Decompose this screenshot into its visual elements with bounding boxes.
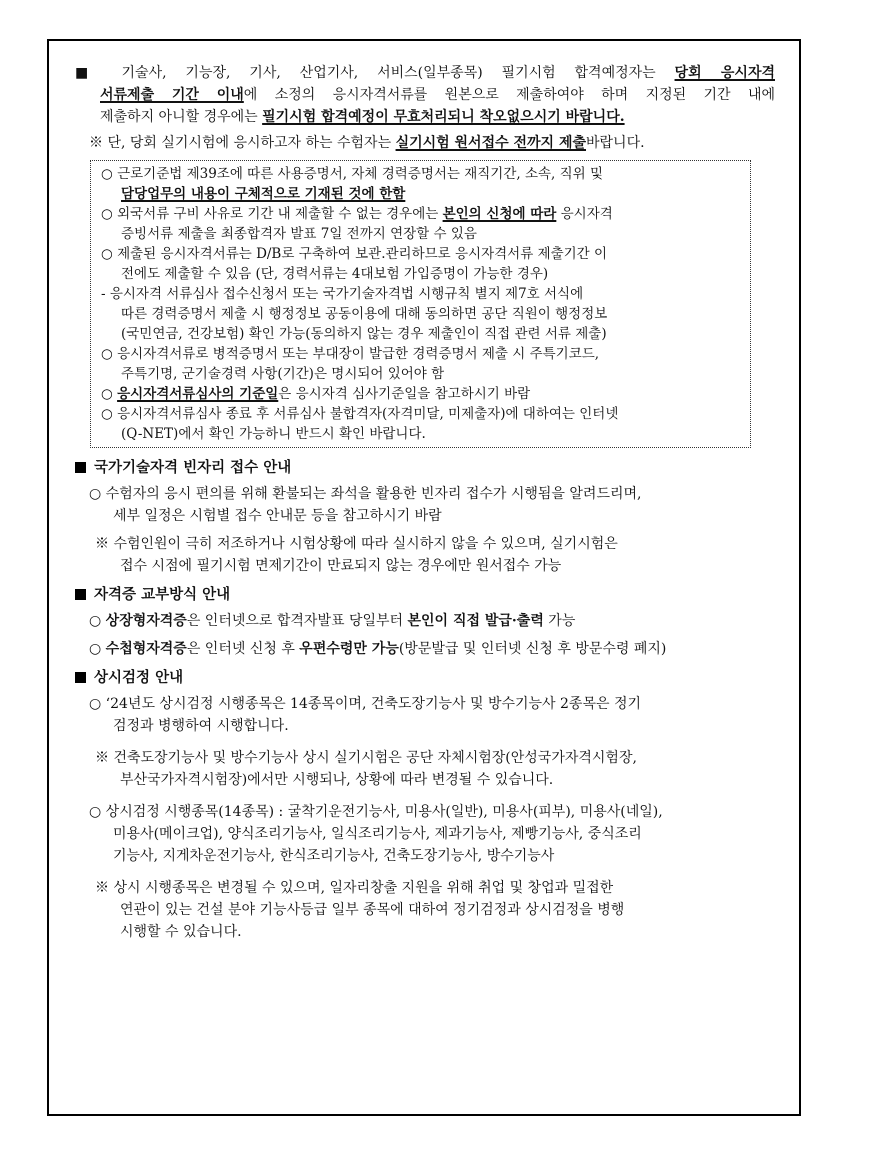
- vacancy-note-1-cont: 접수 시점에 필기시험 면제기간이 만료되지 않는 경우에만 원서접수 가능: [120, 558, 562, 574]
- box-item-4-cont-1: 따른 경력증명서 제출 시 행정정보 공동이용에 대해 동의하면 공단 직원이 행정정보: [121, 306, 608, 322]
- box-item-3-cont: 전에도 제출할 수 있음 (단, 경력서류는 4대보험 가입증명이 가능한 경우): [121, 266, 549, 282]
- certificate-item-2: ○ 수첩형자격증은 인터넷 신청 후 우편수령만 가능(방문발급 및 인터넷 신청 후 방문수령 폐지): [89, 641, 667, 657]
- box-item-1: ○ 근로기준법 제39조에 따른 사용증명서, 자체 경력증명서는 재직기간, 소속, 직위 및: [101, 166, 604, 182]
- regular-test-item-1-cont: 검정과 병행하여 시행합니다.: [113, 718, 289, 734]
- regular-test-item-2-cont-1: 미용사(메이크업), 양식조리기능사, 일식조리기능사, 제과기능사, 제빵기능사, 중식조리: [113, 826, 642, 842]
- document-body: [75, 62, 775, 943]
- box-item-5: ○ 응시자격서류로 병적증명서 또는 부대장이 발급한 경력증명서 제출 시 주특기코드,: [101, 346, 600, 362]
- square-bullet-icon: [75, 672, 86, 683]
- box-item-2-cont: 증빙서류 제출을 최종합격자 발표 7일 전까지 연장할 수 있음: [121, 226, 477, 242]
- regular-test-item-2: ○ 상시검정 시행종목(14종목) : 굴착기운전기능사, 미용사(일반), 미용사(피부), 미용사(네일),: [89, 804, 663, 820]
- box-item-3: ○ 제출된 응시자격서류는 D/B로 구축하여 보관.관리하므로 응시자격서류 제출기간 이: [101, 246, 608, 262]
- box-item-6: ○ 응시자격서류심사의 기준일은 응시자격 심사기준일을 참고하시기 바람: [101, 386, 531, 402]
- regular-test-note-2-cont-1: 연관이 있는 건설 분야 기능사등급 일부 종목에 대하여 정기검정과 상시검정을 병행: [120, 902, 625, 918]
- section-heading-vacancy: 국가기술자격 빈자리 접수 안내: [75, 456, 775, 480]
- regular-test-note-2-cont-2: 시행할 수 있습니다.: [120, 924, 242, 940]
- regular-test-note-1-cont: 부산국가자격시험장)에서만 시행되나, 상황에 따라 변경될 수 있습니다.: [120, 772, 554, 788]
- box-item-4: - 응시자격 서류심사 접수신청서 또는 국가기술자격법 시행규칙 별지 제7호 서식에: [101, 286, 584, 302]
- intro-line-1: ■ 기술사, 기능장, 기사, 산업기사, 서비스(일부종목) 필기시험 합격예정자는 당회 응시자격: [75, 65, 775, 81]
- requirements-box: [90, 160, 751, 448]
- square-bullet-icon: [75, 462, 86, 473]
- certificate-item-1: ○ 상장형자격증은 인터넷으로 합격자발표 당일부터 본인이 직접 발급·출력 가능: [89, 613, 576, 629]
- section-heading-certificate: 자격증 교부방식 안내: [75, 583, 775, 607]
- regular-test-item-1: ○ ‘24년도 상시검정 시행종목은 14종목이며, 건축도장기능사 및 방수기능사 2종목은 정기: [89, 696, 641, 712]
- box-item-1-cont: 담당업무의 내용이 구체적으로 기재된 것에 한함: [121, 186, 406, 202]
- regular-test-note-1: ※ 건축도장기능사 및 방수기능사 상시 실기시험은 공단 자체시험장(안성국가자격시험장,: [95, 750, 637, 766]
- section-heading-regular-test: 상시검정 안내: [75, 666, 775, 690]
- vacancy-item-1-cont: 세부 일정은 시험별 접수 안내문 등을 참고하시기 바람: [113, 508, 442, 524]
- intro-line-3: 제출하지 아니할 경우에는 필기시험 합격예정이 무효처리되니 착오없으시기 바랍니다.: [100, 109, 625, 125]
- regular-test-note-2: ※ 상시 시행종목은 변경될 수 있으며, 일자리창출 지원을 위해 취업 및 창업과 밀접한: [95, 880, 614, 896]
- intro-line-2: 서류제출 기간 이내에 소정의 응시자격서류를 원본으로 제출하여야 하며 지정된 기간 내에: [100, 87, 775, 103]
- box-item-7: ○ 응시자격서류심사 종료 후 서류심사 불합격자(자격미달, 미제출자)에 대하여는 인터넷: [101, 406, 619, 422]
- box-item-2: ○ 외국서류 구비 사유로 기간 내 제출할 수 없는 경우에는 본인의 신청에 따라 응시자격: [101, 206, 613, 222]
- box-item-4-cont-2: (국민연금, 건강보험) 확인 가능(동의하지 않는 경우 제출인이 직접 관련 서류 제출): [121, 326, 607, 342]
- regular-test-item-2-cont-2: 기능사, 지게차운전기능사, 한식조리기능사, 건축도장기능사, 방수기능사: [113, 848, 555, 864]
- box-item-5-cont: 주특기명, 군기술경력 사항(기간)은 명시되어 있어야 함: [121, 366, 445, 382]
- vacancy-note-1: ※ 수험인원이 극히 저조하거나 시험상황에 따라 실시하지 않을 수 있으며, 실기시험은: [95, 536, 618, 552]
- square-bullet-icon: [75, 589, 86, 600]
- vacancy-item-1: ○ 수험자의 응시 편의를 위해 환불되는 좌석을 활용한 빈자리 접수가 시행됨을 알려드리며,: [89, 486, 642, 502]
- box-item-7-cont: (Q-NET)에서 확인 가능하니 반드시 확인 바랍니다.: [121, 426, 426, 442]
- intro-note: ※ 단, 당회 실기시험에 응시하고자 하는 수험자는 실기시험 원서접수 전까지 제출바랍니다.: [89, 135, 645, 151]
